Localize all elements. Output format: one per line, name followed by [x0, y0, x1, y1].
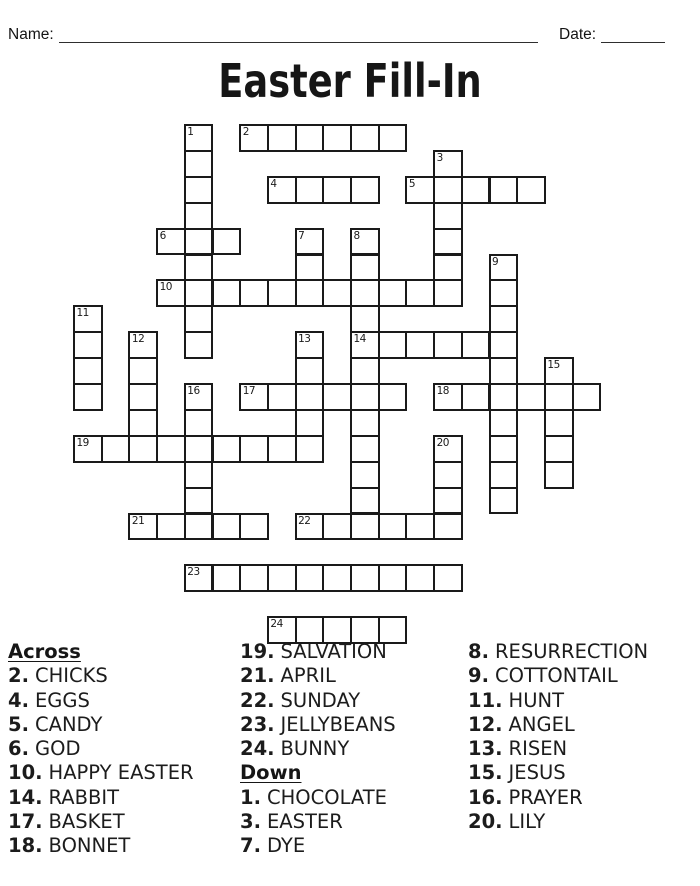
grid-cell[interactable] [378, 513, 408, 541]
clue-text: RISEN [508, 737, 568, 761]
cell-number: 3 [436, 151, 443, 164]
cell-number: 14 [353, 333, 366, 346]
clue-18 [8, 834, 194, 858]
grid-cell[interactable] [73, 331, 103, 359]
grid-cell[interactable] [239, 279, 269, 307]
grid-cell[interactable] [378, 383, 408, 411]
grid-cell[interactable] [350, 176, 380, 204]
cell-number: 6 [159, 229, 166, 242]
grid-cell[interactable] [350, 435, 380, 463]
grid-cell[interactable] [128, 409, 158, 437]
date-label: Date: [559, 26, 597, 43]
grid-cell[interactable] [489, 357, 519, 385]
cell-number: 17 [242, 385, 256, 397]
clue-text: BUNNY [280, 737, 350, 761]
grid-cell[interactable] [184, 513, 214, 541]
clue-text: EGGS [34, 688, 90, 712]
grid-cell[interactable] [350, 305, 380, 333]
grid-cell[interactable] [184, 202, 214, 230]
grid-cell[interactable] [461, 176, 491, 204]
clue-number: 8. [468, 640, 489, 663]
grid-cell[interactable] [405, 279, 435, 307]
clue-1 [240, 786, 396, 810]
grid-cell[interactable] [433, 202, 463, 230]
page-title: Easter Fill-In [218, 54, 482, 108]
grid-cell[interactable] [433, 228, 463, 256]
clue-number: 4. [8, 688, 29, 712]
grid-cell[interactable] [489, 305, 519, 333]
clue-17 [8, 810, 194, 834]
grid-cell[interactable] [212, 513, 242, 541]
grid-cell[interactable] [295, 254, 325, 282]
grid-cell[interactable] [350, 357, 380, 385]
name-label: Name: [8, 26, 54, 43]
grid-cell[interactable] [489, 409, 519, 437]
grid-cell[interactable] [433, 176, 463, 204]
grid-cell[interactable] [184, 150, 214, 178]
grid-cell[interactable] [322, 513, 352, 541]
clue-19 [240, 640, 396, 664]
grid-cell[interactable] [322, 383, 352, 411]
clue-text: RABBIT [48, 785, 120, 809]
grid-cell[interactable] [128, 435, 158, 463]
clue-8 [468, 640, 648, 664]
grid-cell[interactable] [128, 357, 158, 385]
grid-cell[interactable] [267, 564, 297, 592]
grid-cell[interactable] [295, 357, 325, 385]
cell-number: 4 [270, 177, 277, 190]
clue-14 [8, 786, 194, 810]
grid-cell[interactable] [378, 331, 408, 359]
grid-cell[interactable] [184, 228, 214, 256]
across-heading: Across [8, 640, 81, 663]
cell-number: 10 [159, 281, 172, 294]
cell-number: 11 [76, 307, 89, 320]
grid-cell[interactable] [156, 513, 186, 541]
grid-cell[interactable] [489, 383, 519, 411]
grid-cell[interactable] [322, 279, 352, 307]
clue-text: BASKET [48, 810, 125, 834]
grid-cell[interactable] [489, 176, 519, 204]
grid-cell[interactable] [295, 176, 325, 204]
clue-number: 23. [240, 712, 275, 736]
clue-number: 5. [8, 712, 29, 736]
grid-cell[interactable] [184, 487, 214, 515]
clue-9 [468, 664, 648, 688]
grid-cell[interactable] [544, 435, 574, 463]
clue-number: 15. [468, 761, 503, 785]
cell-number: 23 [187, 566, 200, 579]
grid-cell[interactable] [73, 357, 103, 385]
grid-cell[interactable] [267, 435, 297, 463]
grid-cell[interactable] [405, 331, 435, 359]
grid-cell[interactable] [295, 435, 325, 463]
clue-text: SUNDAY [280, 688, 361, 712]
grid-cell[interactable] [378, 124, 408, 152]
cell-number: 21 [131, 514, 145, 527]
cell-number: 22 [298, 514, 311, 527]
clue-2 [8, 664, 194, 688]
clue-number: 3. [240, 810, 261, 834]
clue-text: DYE [266, 834, 306, 858]
cell-number: 16 [187, 385, 200, 397]
grid-cell[interactable] [350, 254, 380, 282]
clue-number: 20. [468, 810, 503, 834]
clue-3 [240, 810, 396, 834]
grid-cell[interactable] [295, 124, 325, 152]
grid-cell[interactable] [212, 279, 242, 307]
grid-cell[interactable] [73, 383, 103, 411]
grid-cell[interactable] [544, 461, 574, 489]
grid-cell[interactable] [212, 435, 242, 463]
clue-6 [8, 737, 194, 761]
grid-cell[interactable] [184, 435, 214, 463]
cell-number: 19 [76, 436, 89, 449]
clue-16 [468, 786, 648, 810]
grid-cell[interactable] [295, 564, 325, 592]
clue-22 [240, 689, 396, 713]
clue-13 [468, 737, 648, 761]
clue-7 [240, 834, 396, 858]
clue-12 [468, 713, 648, 737]
clue-number: 22. [240, 688, 275, 712]
grid-cell[interactable] [433, 279, 463, 307]
clue-number: 6. [8, 737, 29, 761]
clue-text: EASTER [266, 810, 343, 834]
grid-cell[interactable] [572, 383, 602, 411]
clue-column-middle [240, 640, 396, 859]
clue-text: APRIL [280, 664, 336, 688]
grid-cell[interactable] [184, 176, 214, 204]
clue-text: LILY [508, 810, 546, 834]
grid-cell[interactable] [433, 513, 463, 541]
clue-text: COTTONTAIL [494, 664, 618, 688]
grid-cell[interactable] [322, 176, 352, 204]
grid-cell[interactable] [128, 383, 158, 411]
grid-cell[interactable] [516, 383, 546, 411]
cell-number: 7 [298, 229, 305, 242]
grid-cell[interactable] [405, 513, 435, 541]
grid-cell[interactable] [350, 487, 380, 515]
grid-cell[interactable] [322, 564, 352, 592]
clue-text: CANDY [34, 712, 103, 736]
grid-cell[interactable] [267, 383, 297, 411]
grid-cell[interactable] [378, 279, 408, 307]
clue-24 [240, 737, 396, 761]
clue-20 [468, 810, 648, 834]
grid-cell[interactable] [350, 461, 380, 489]
grid-cell[interactable] [489, 435, 519, 463]
clue-number: 17. [8, 810, 43, 834]
grid-cell[interactable] [378, 564, 408, 592]
clue-number: 18. [8, 834, 43, 858]
grid-cell[interactable] [350, 513, 380, 541]
grid-cell[interactable] [239, 435, 269, 463]
grid-cell[interactable] [322, 124, 352, 152]
clue-number: 1. [240, 785, 261, 809]
clue-text: CHICKS [34, 664, 108, 688]
clue-number: 14. [8, 785, 43, 809]
cell-number: 9 [492, 255, 499, 268]
grid-cell[interactable] [184, 409, 214, 437]
clue-text: CHOCOLATE [266, 785, 387, 809]
grid-cell[interactable] [433, 254, 463, 282]
grid-cell[interactable] [461, 383, 491, 411]
grid-cell[interactable] [433, 564, 463, 592]
grid-cell[interactable] [405, 564, 435, 592]
clue-number: 24. [240, 737, 275, 761]
grid-cell[interactable] [239, 513, 269, 541]
clue-number: 21. [240, 664, 275, 688]
clue-15 [468, 761, 648, 785]
clue-number: 12. [468, 712, 503, 736]
cell-number: 8 [353, 229, 360, 242]
grid-cell[interactable] [184, 279, 214, 307]
grid-cell[interactable] [350, 279, 380, 307]
grid-cell[interactable] [350, 383, 380, 411]
grid-cell[interactable] [433, 487, 463, 515]
grid-cell[interactable] [239, 564, 269, 592]
grid-cell[interactable] [350, 564, 380, 592]
clue-number: 10. [8, 761, 43, 785]
grid-cell[interactable] [295, 279, 325, 307]
clue-text: PRAYER [508, 785, 583, 809]
grid-cell[interactable] [461, 331, 491, 359]
cell-number: 12 [131, 333, 145, 346]
grid-cell[interactable] [433, 461, 463, 489]
grid-cell[interactable] [156, 435, 186, 463]
grid-cell[interactable] [295, 383, 325, 411]
grid-cell[interactable] [489, 461, 519, 489]
grid-cell[interactable] [267, 279, 297, 307]
clue-number: 2. [8, 664, 29, 688]
clue-4 [8, 689, 194, 713]
grid-cell[interactable] [295, 409, 325, 437]
clue-text: GOD [34, 737, 81, 761]
grid-cell[interactable] [267, 124, 297, 152]
clue-10 [8, 761, 194, 785]
cell-number: 13 [298, 333, 311, 346]
clue-number: 13. [468, 737, 503, 761]
clue-number: 7. [240, 834, 261, 858]
grid-cell[interactable] [489, 487, 519, 515]
down-heading: Down [240, 761, 302, 785]
clue-column-right [468, 640, 648, 834]
grid-cell[interactable] [433, 331, 463, 359]
cell-number: 1 [187, 126, 194, 138]
clue-21 [240, 664, 396, 688]
clue-column-left [8, 640, 194, 859]
clue-number: 19. [240, 640, 275, 663]
clue-number: 11. [468, 688, 503, 712]
clue-text: ANGEL [508, 712, 575, 736]
grid-cell[interactable] [489, 279, 519, 307]
clue-number: 16. [468, 785, 503, 809]
clue-text: BONNET [48, 834, 131, 858]
cell-number: 24 [270, 618, 283, 631]
grid-cell[interactable] [212, 228, 242, 256]
grid-cell[interactable] [350, 409, 380, 437]
clue-number: 9. [468, 664, 489, 688]
clue-5 [8, 713, 194, 737]
clue-text: JELLYBEANS [280, 712, 396, 736]
grid-cell[interactable] [101, 435, 131, 463]
grid-cell[interactable] [184, 331, 214, 359]
grid-cell[interactable] [184, 461, 214, 489]
cell-number: 15 [547, 359, 560, 372]
clue-text: JESUS [508, 761, 566, 785]
clue-11 [468, 689, 648, 713]
grid-cell[interactable] [184, 254, 214, 282]
grid-cell[interactable] [516, 176, 546, 204]
clue-text: SALVATION [280, 640, 387, 663]
cell-number: 18 [436, 385, 449, 397]
clue-text: RESURRECTION [494, 640, 649, 663]
cell-number: 5 [408, 177, 416, 190]
clue-text: HUNT [508, 688, 564, 712]
clue-23 [240, 713, 396, 737]
grid-cell[interactable] [544, 409, 574, 437]
grid-cell[interactable] [544, 383, 574, 411]
cell-number: 20 [436, 436, 449, 449]
cell-number: 2 [242, 126, 249, 138]
grid-cell[interactable] [489, 331, 519, 359]
grid-cell[interactable] [350, 124, 380, 152]
grid-cell[interactable] [184, 305, 214, 333]
clue-text: HAPPY EASTER [48, 761, 194, 785]
grid-cell[interactable] [212, 564, 242, 592]
